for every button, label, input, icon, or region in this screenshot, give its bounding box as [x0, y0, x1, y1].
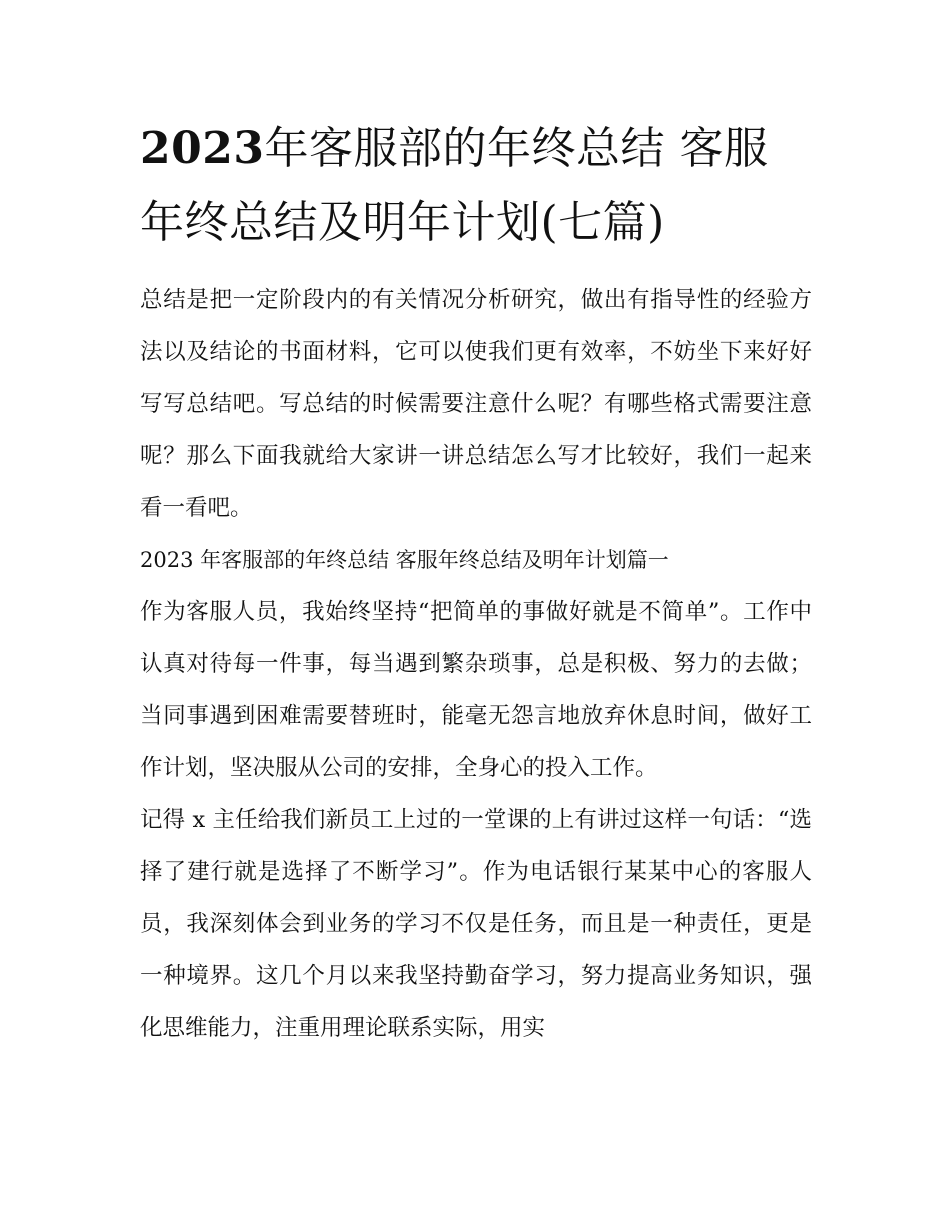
body-paragraph-2: 记得 x 主任给我们新员工上过的一堂课的上有讲过这样一句话：“选择了建行就是选择了不断学习”。作为电话银行某某中心的客服人员，我深刻体会到业务的学习不仅是任务，而且是一种责任，更是一种境界。这几个月以来我坚持勤奋学习，努力提高业务知识，强化思维能力，注重用理论联系实际，用实: [140, 807, 812, 1041]
document-page: [140, 112, 812, 1054]
body-paragraph-1: 作为客服人员，我始终坚持“把简单的事做好就是不简单”。工作中认真对待每一件事，每当遇到繁杂琐事，总是积极、努力的去做；当同事遇到困难需要替班时，能毫无怨言地放弃休息时间，做好工作计划，坚决服从公司的安排，全身心的投入工作。: [140, 599, 812, 781]
section-heading: 2023 年客服部的年终总结 客服年终总结及明年计划篇一: [140, 548, 669, 572]
document-body: [140, 274, 812, 1054]
title-text: 年客服部的年终总结 客服年终总结及明年计划(七篇): [140, 123, 769, 248]
document-title: [140, 112, 812, 260]
intro-paragraph: 总结是把一定阶段内的有关情况分析研究，做出有指导性的经验方法以及结论的书面材料，它可以使我们更有效率，不妨坐下来好好写写总结吧。写总结的时候需要注意什么呢？有哪些格式需要注意呢？那么下面我就给大家讲一讲总结怎么写才比较好，我们一起来看一看吧。: [140, 287, 812, 521]
title-year: 2023: [140, 123, 265, 174]
